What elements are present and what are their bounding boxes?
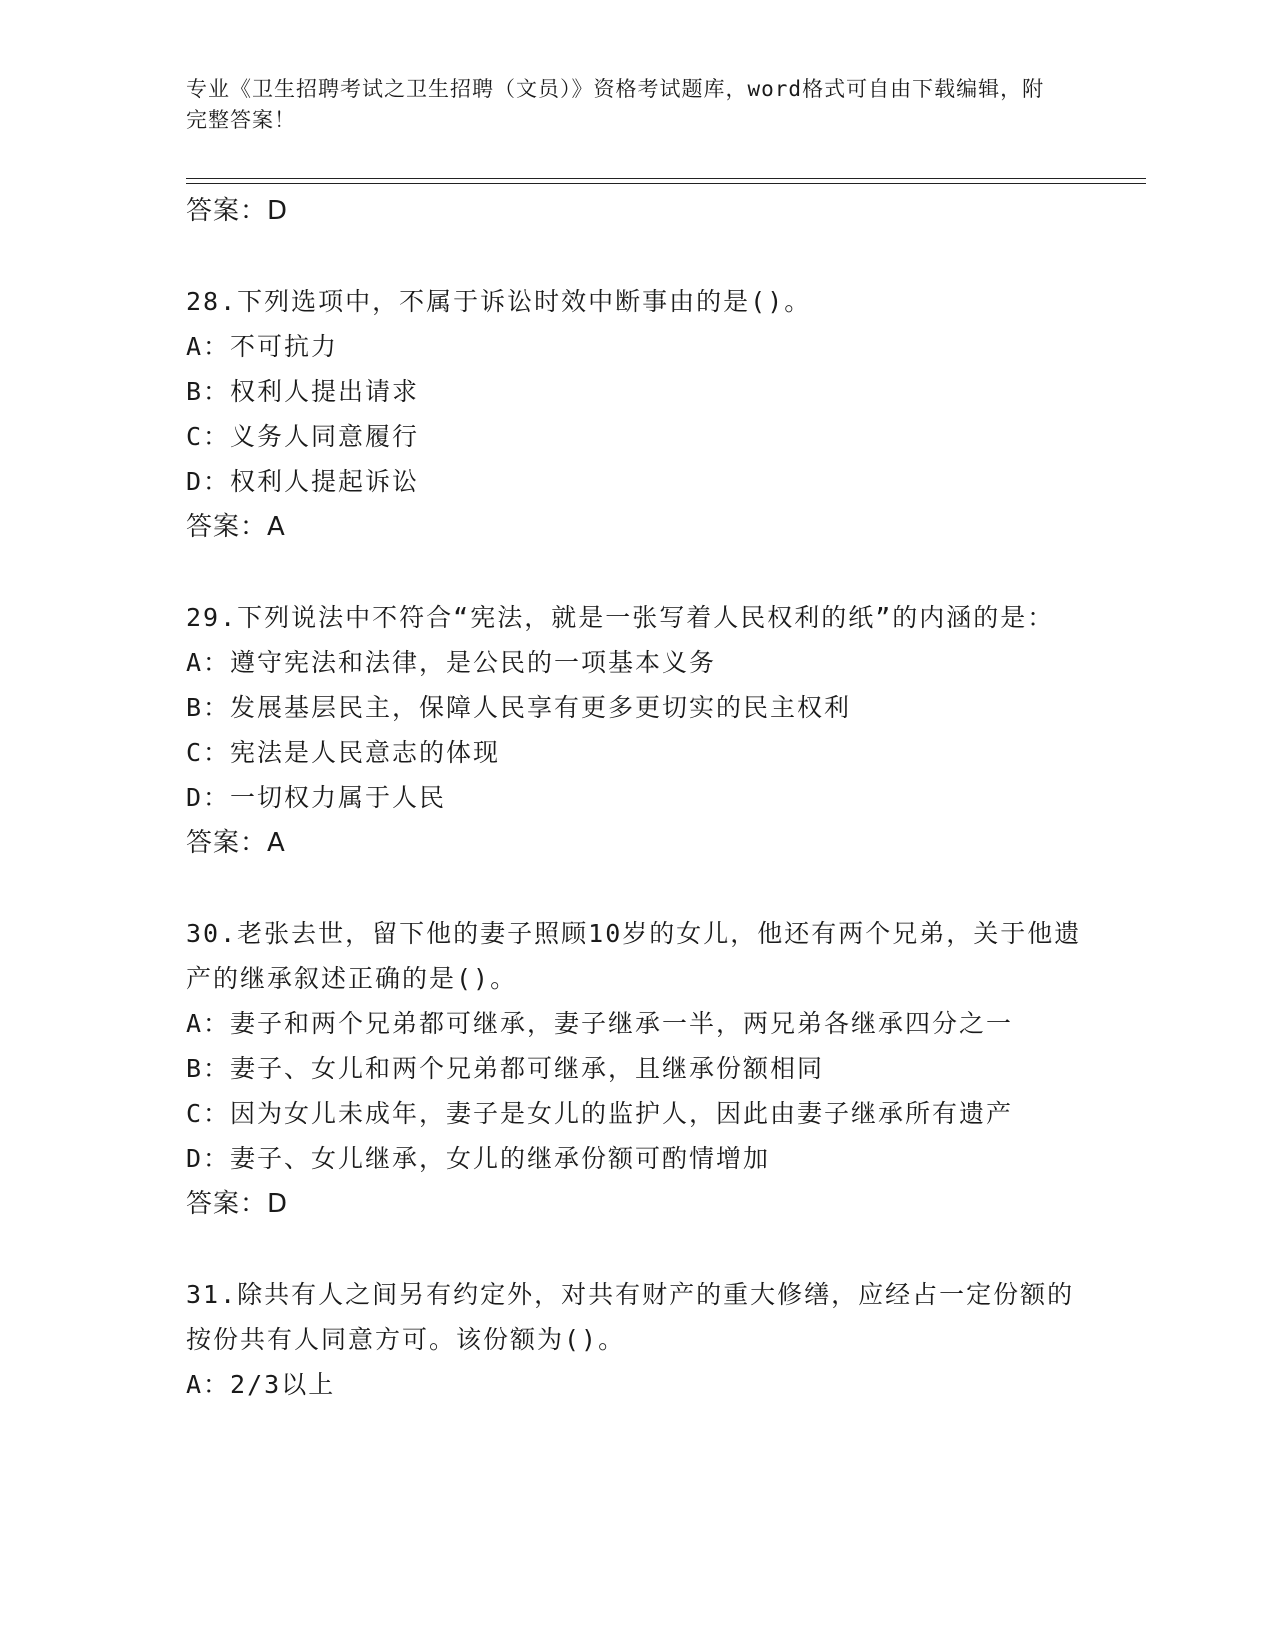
question-31: [186, 1272, 1086, 1407]
option-b: B：妻子、女儿和两个兄弟都可继承，且继承份额相同: [186, 1054, 825, 1083]
answer: 答案：A: [186, 512, 286, 542]
question-text: 29.下列说法中不符合“宪法，就是一张写着人民权利的纸”的内涵的是：: [186, 603, 1055, 632]
answer-prev: 答案：D: [186, 196, 289, 226]
option-a: A：2/3以上: [186, 1370, 336, 1399]
question-text: 30.老张去世，留下他的妻子照顾10岁的女儿，他还有两个兄弟，关于他遗产的继承叙述正确的是()。: [186, 919, 1082, 993]
option-b: B：发展基层民主，保障人民享有更多更切实的民主权利: [186, 693, 852, 722]
option-c: C：宪法是人民意志的体现: [186, 738, 501, 767]
question-text: 31.除共有人之间另有约定外，对共有财产的重大修缮，应经占一定份额的按份共有人同意方可。该份额为()。: [186, 1280, 1075, 1354]
option-c: C：因为女儿未成年，妻子是女儿的监护人，因此由妻子继承所有遗产: [186, 1099, 1014, 1128]
option-d: D：妻子、女儿继承，女儿的继承份额可酌情增加: [186, 1144, 771, 1173]
document-header: 专业《卫生招聘考试之卫生招聘（文员）》资格考试题库，word格式可自由下载编辑，附完整答案！: [186, 77, 1045, 132]
question-29: [186, 595, 1086, 866]
question-28: [186, 279, 1086, 550]
option-a: A：遵守宪法和法律，是公民的一项基本义务: [186, 648, 717, 677]
option-a: A：妻子和两个兄弟都可继承，妻子继承一半，两兄弟各继承四分之一: [186, 1009, 1014, 1038]
option-c: C：义务人同意履行: [186, 422, 420, 451]
answer: 答案：A: [186, 828, 286, 858]
answer: 答案：D: [186, 1189, 289, 1219]
question-30: [186, 911, 1086, 1227]
question-text: 28.下列选项中，不属于诉讼时效中断事由的是()。: [186, 287, 812, 316]
header-rule-bottom: [186, 183, 1146, 184]
document-body: [186, 188, 1086, 1407]
header-rule-top: [186, 178, 1146, 179]
option-d: D：权利人提起诉讼: [186, 467, 420, 496]
option-b: B：权利人提出请求: [186, 377, 420, 406]
option-a: A：不可抗力: [186, 332, 339, 361]
option-d: D：一切权力属于人民: [186, 783, 447, 812]
